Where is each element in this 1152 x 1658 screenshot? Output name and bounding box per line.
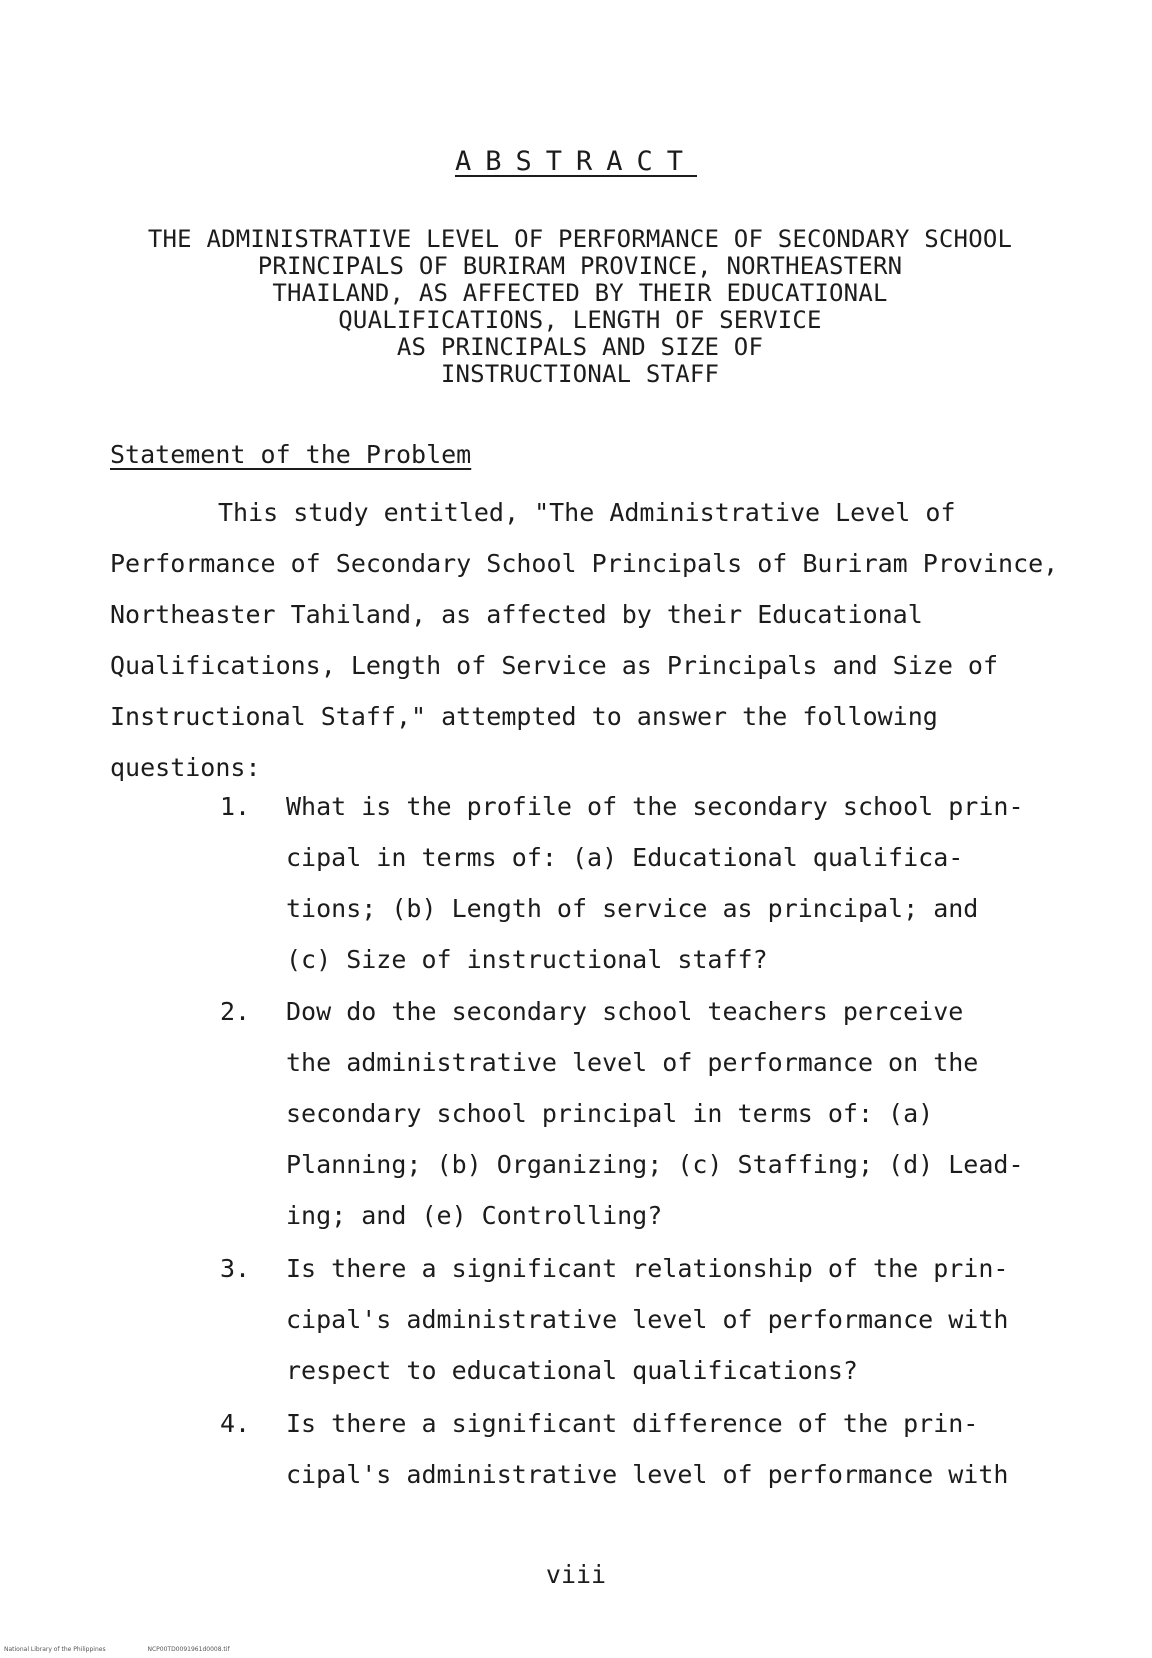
title-line: PRINCIPALS OF BURIRAM PROVINCE, NORTHEASTERN (257, 252, 903, 280)
footer-library: National Library of the Philippines (4, 1646, 106, 1653)
question-line: tions; (b) Length of service as principal; and (286, 894, 979, 923)
question-line: cipal's administrative level of performance with (286, 1460, 1009, 1489)
title-line: AS PRINCIPALS AND SIZE OF (396, 333, 764, 361)
question-line: Planning; (b) Organizing; (c) Staffing; (d) Lead- (286, 1150, 1024, 1179)
paragraph-line: This study entitled, "The Administrative Level of (218, 498, 956, 527)
question-item (220, 781, 1100, 985)
paragraph-line: questions: (110, 753, 261, 782)
intro-paragraph (110, 487, 1130, 793)
page-number: viii (545, 1560, 607, 1589)
question-item (220, 986, 1100, 1241)
title-line: INSTRUCTIONAL STAFF (440, 360, 720, 388)
question-line: cipal's administrative level of performance with (286, 1305, 1009, 1334)
question-line: respect to educational qualifications? (286, 1356, 858, 1385)
paragraph-line: Instructional Staff," attempted to answer the following (110, 702, 938, 731)
paragraph-line: Performance of Secondary School Principals of Buriram Province, (110, 549, 1059, 578)
question-number: 1. (220, 792, 251, 821)
question-number: 3. (220, 1254, 251, 1283)
question-line: ing; and (e) Controlling? (286, 1201, 663, 1230)
title-line: THAILAND, AS AFFECTED BY THEIR EDUCATIONAL (272, 279, 888, 307)
title-line: QUALIFICATIONS, LENGTH OF SERVICE (338, 306, 822, 334)
question-line: (c) Size of instructional staff? (286, 945, 768, 974)
thesis-title (100, 226, 1060, 388)
question-line: secondary school principal in terms of: (a) (286, 1099, 934, 1128)
abstract-heading: ABSTRACT (454, 146, 698, 177)
question-number: 4. (220, 1409, 251, 1438)
question-line: What is the profile of the secondary school prin- (286, 792, 1024, 821)
section-heading: Statement of the Problem (110, 440, 472, 469)
question-item (220, 1398, 1100, 1500)
question-line: Dow do the secondary school teachers perceive (286, 997, 964, 1026)
title-line: THE ADMINISTRATIVE LEVEL OF PERFORMANCE OF SECONDARY SCHOOL (147, 225, 1013, 253)
question-line: cipal in terms of: (a) Educational qualifica- (286, 843, 964, 872)
paragraph-line: Qualifications, Length of Service as Principals and Size of (110, 651, 999, 680)
question-item (220, 1243, 1100, 1396)
question-line: the administrative level of performance on the (286, 1048, 979, 1077)
question-line: Is there a significant relationship of the prin- (286, 1254, 1009, 1283)
question-line: Is there a significant difference of the prin- (286, 1409, 979, 1438)
scan-footer (4, 1646, 270, 1653)
paragraph-line: Northeaster Tahiland, as affected by their Educational (110, 600, 923, 629)
footer-filename: NCP00TD0091961d0008.tif (147, 1646, 230, 1653)
question-number: 2. (220, 997, 251, 1026)
